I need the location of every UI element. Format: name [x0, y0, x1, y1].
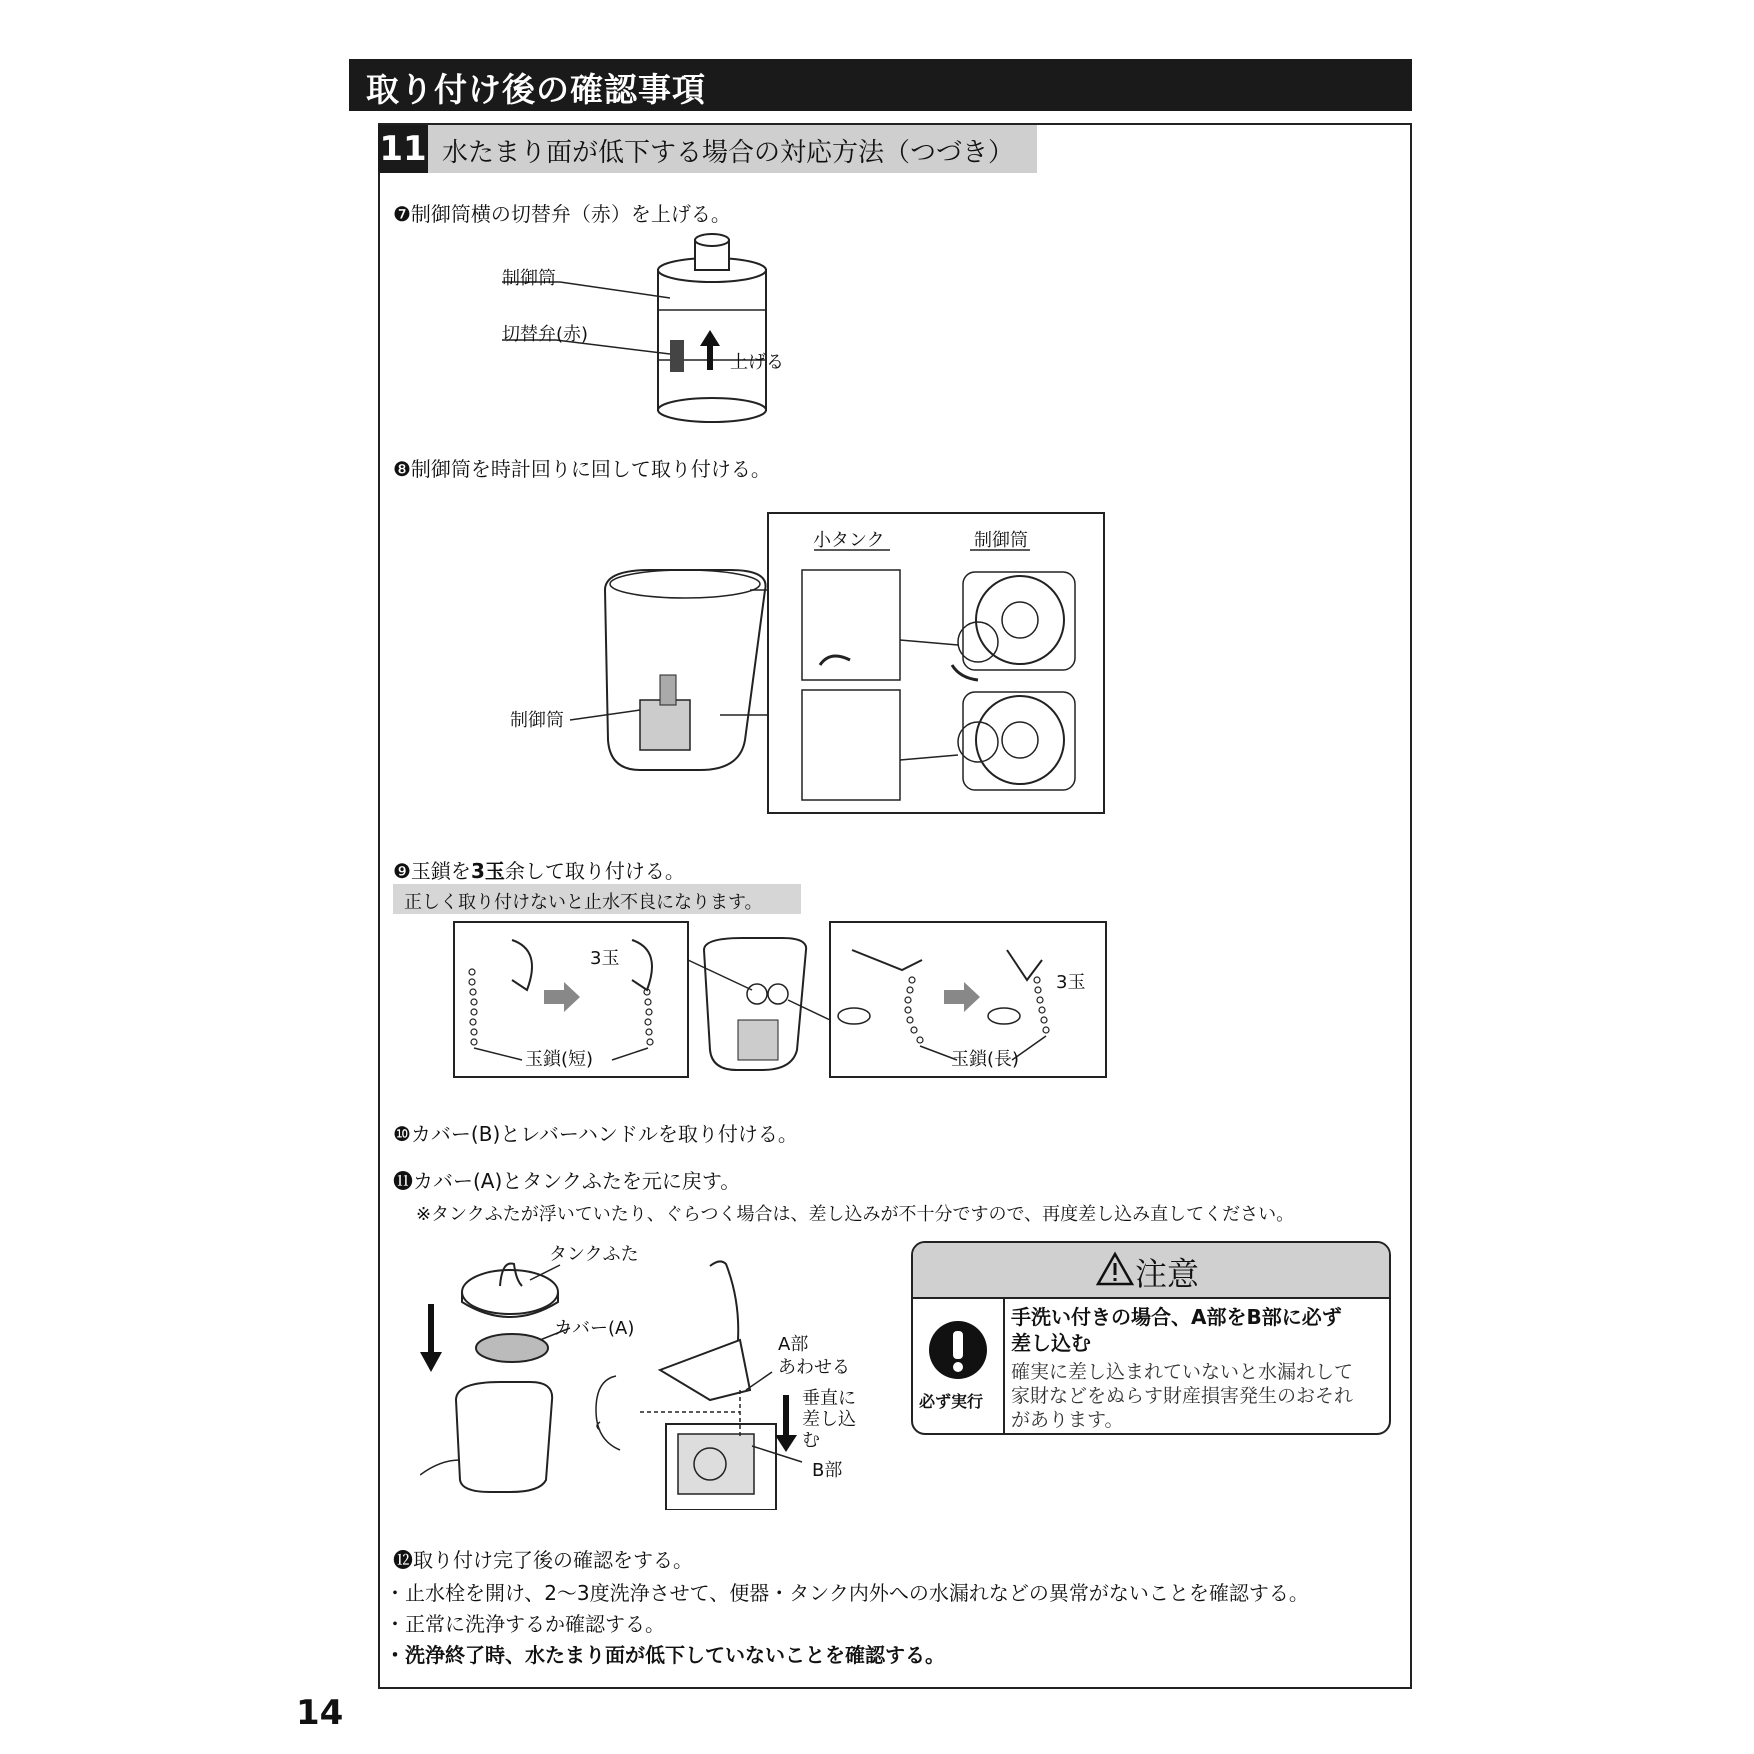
label-vertical-1: 垂直に [802, 1388, 856, 1409]
label-vertical-3: む [802, 1430, 820, 1451]
page-title: 取り付け後の確認事項 [366, 70, 706, 109]
label-switch-valve: 切替弁(赤) [502, 324, 589, 345]
step-12-text: ⓬取り付け完了後の確認をする。 [393, 1548, 693, 1572]
step-11-note: ※タンクふたが浮いていたり、ぐらつく場合は、差し込みが不十分ですので、再度差し込み直してください。 [416, 1204, 1295, 1225]
warning-text: 正しく取り付けないと止水不良になります。 [404, 892, 763, 913]
label-align: あわせる [778, 1357, 850, 1378]
section-number: 11 [378, 125, 428, 173]
step-12-bullet-3: ・洗浄終了時、水たまり面が低下していないことを確認する。 [385, 1643, 945, 1667]
caution-box [911, 1241, 1391, 1435]
label-control-cylinder-detail: 制御筒 [974, 530, 1028, 551]
label-b-part: B部 [812, 1460, 843, 1481]
label-cover-a: カバー(A) [554, 1318, 635, 1339]
warning-triangle-icon [1095, 1251, 1135, 1287]
caution-heading-2: 差し込む [1011, 1331, 1091, 1355]
step-8-illustration [500, 510, 1110, 820]
caution-body-1: 確実に差し込まれていないと水漏れして [1011, 1361, 1354, 1383]
label-a-part: A部 [778, 1334, 809, 1355]
label-vertical-2: 差し込 [802, 1409, 856, 1430]
caution-body-3: があります。 [1011, 1409, 1124, 1431]
step-12-bullet-1: ・止水栓を開け、2～3度洗浄させて、便器・タンク内外への水漏れなどの異常がないことを確認する。 [385, 1581, 1309, 1605]
label-tank-lid: タンクふた [549, 1244, 639, 1265]
label-control-cylinder: 制御筒 [502, 268, 556, 289]
mandatory-icon [927, 1319, 989, 1381]
section-title: 水たまり面が低下する場合の対応方法（つづき） [442, 138, 1015, 168]
caution-title: 注意 [1135, 1255, 1200, 1293]
step-11-text: ⓫カバー(A)とタンクふたを元に戻す。 [393, 1169, 741, 1193]
step-9-text: ❾玉鎖を3玉余して取り付ける。 [393, 859, 685, 883]
label-control-cylinder-tank: 制御筒 [510, 710, 564, 731]
step-7-text: ❼制御筒横の切替弁（赤）を上げる。 [393, 202, 731, 226]
step-8-text: ❽制御筒を時計回りに回して取り付ける。 [393, 457, 771, 481]
label-small-tank: 小タンク [813, 530, 885, 551]
must-do-label: 必ず実行 [919, 1392, 984, 1411]
label-raise: 上げる [730, 352, 784, 373]
label-3-balls-left: 3玉 [590, 948, 620, 969]
step-12-bullet-2: ・正常に洗浄するか確認する。 [385, 1612, 665, 1636]
step-10-text: ❿カバー(B)とレバーハンドルを取り付ける。 [393, 1122, 798, 1146]
label-chain-long: 玉鎖(長) [951, 1049, 1020, 1070]
caution-body-2: 家財などをぬらす財産損害発生のおそれ [1011, 1385, 1354, 1407]
label-3-balls-right: 3玉 [1056, 972, 1086, 993]
label-chain-short: 玉鎖(短) [525, 1049, 594, 1070]
page-number: 14 [296, 1693, 344, 1733]
caution-heading-1: 手洗い付きの場合、A部をB部に必ず [1011, 1305, 1342, 1329]
